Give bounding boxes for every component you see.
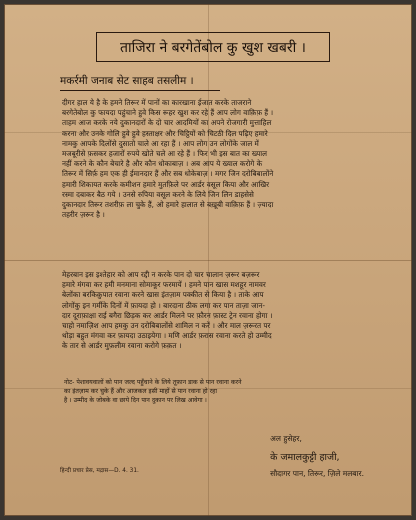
body-line: के तार से आर्डर मुफ़लीम रवाना करोगे फ़क़त । xyxy=(62,341,182,351)
body-paragraph-1 xyxy=(62,98,273,220)
note-line: नोट- पेशावयवालों को पान जल्द पहुँचाने के लिये तूफ़ान डाक से पान रवाना करने xyxy=(64,379,242,386)
handbill-sheet xyxy=(4,4,412,516)
body-line: तहरीर ज़रूर है । xyxy=(62,210,105,220)
signature-address: सौदागर पान, तिरूर, ज़िले मलबार. xyxy=(270,469,364,478)
body-line: दीगर हाल ये है के हमने तिरूर में पानों का कारखाना ईजात करके ताजराने xyxy=(62,98,252,107)
body-line: मजबूरीसे फ़सकर हजारों रुपये खोते चले आ रहे हैं । फिर भी इस बात का ख्याल xyxy=(62,149,268,159)
body-line: दार दूराफ़ाक्षा राई बगैरा छिड़क कर आर्डर मिलने पर फ़ौरन फ़ास्ट ट्रेन रवाना होगा । xyxy=(62,310,273,320)
body-line: मेहरबान इस इश्तेहार को आप रद्दी न करके पान दो चार चालान ज़रूर बज़रूर xyxy=(62,270,260,279)
note-line: का इंतज़ाम कर चुके हैं और आजकल इसी माहों से पान रवाना हो रहा xyxy=(64,388,218,395)
body-line: नहीं करने के कौन बेचारे है और कौन धोकाबाज़ । अब आप ये ख्याल करोगे के xyxy=(62,159,263,169)
body-line: नामकु आपके दिलोंसे दुसातो चाले आ रहा हैं । आप लोग उन लोगोंके जाल में xyxy=(62,138,259,148)
body-line: चाहो नमाज़िश आप हमकु उन दरोबिबालोंसे शामिल न करें । और माल ज़रूरत पर xyxy=(62,321,271,331)
printer-imprint: हिन्दी प्रचार प्रेस, मद्रास—D. 4. 31. xyxy=(60,468,139,474)
note-line: है । उम्मीद के जोबके वा छाये दिन पान दुकान पर लिख आवेगा । xyxy=(64,397,207,404)
signature-block xyxy=(270,434,364,479)
body-line: तिरूर में सिर्फ़ हम एक ही ईमानदार हैं और सब धोकेबाज़ । मगर जिन दरोबिबालोंने xyxy=(62,169,274,179)
note-block xyxy=(64,378,242,405)
body-line: बरगेतेबोल कु फायदा पहुंचाने हुवे किस रूहर खुश कर रहे हैं आप लोग वाक़िफ़ हैं । xyxy=(62,108,274,118)
body-line: हमारे मंगवा कर हमी मनमाना सोमाकूर फरमायें । हमने पान खास मशहूर नामवर xyxy=(62,280,266,290)
body-line: थोड़ा बहुत मंगवा कर फ़ायदा उठाइयेगा । मणि आर्डर फ़रास रवाना करते हो उम्मीद xyxy=(62,331,272,341)
body-line: हमारी शिकायत करके कमीशन हमारे मुतफ़िले पर आर्डर वसूल किया और आखिर xyxy=(62,179,270,189)
body-line: ताहम आज करके नये दुकानदारों के दो चार आदमियों का अपने रोजगारी मुत्ताहिल xyxy=(62,118,272,128)
signature-name: के जमालकुट्टी हाजी, xyxy=(270,452,340,463)
page-title: ताजिरा ने बरगेतेंबोल कु खुश खबरी । xyxy=(96,32,330,62)
greeting: मकर्रमी जनाब सेट साहब तसलीम । xyxy=(60,75,194,87)
body-line: बेलोंका बरकिक़ुपात रवाना करने खास इंतज़ाम पक्कीत से किया है । ताके आप xyxy=(62,290,264,300)
body-line: दुकानदार तिरूर तशरीफ़ ला चुके हैं, ओ हमारे हालात से बख़ूबी वाक़िफ़ हैं । ज़्यादा xyxy=(62,200,274,210)
greeting-underline xyxy=(60,90,220,91)
body-paragraph-2 xyxy=(62,270,273,352)
fold-line-vertical xyxy=(208,4,209,516)
body-line: लोगोंकु इन गर्मीके दिनों में फ़ायदा हो । बारदाना ठीक लगा कर पान ताज़ा जान- xyxy=(62,300,265,310)
body-line: करना और उनके गोलि हुवे हुवे हस्ताक्षर और चिट्ठियों को चिटठी दिल पढ़िए हमारे xyxy=(62,128,268,138)
signature-closing: अल हुसेहर, xyxy=(270,434,302,443)
body-line: रस्मा दबाकर बैठ गये । उनसे रुपिया वसूल करने के लिये जिन लिन डाहसेसे xyxy=(62,189,254,199)
